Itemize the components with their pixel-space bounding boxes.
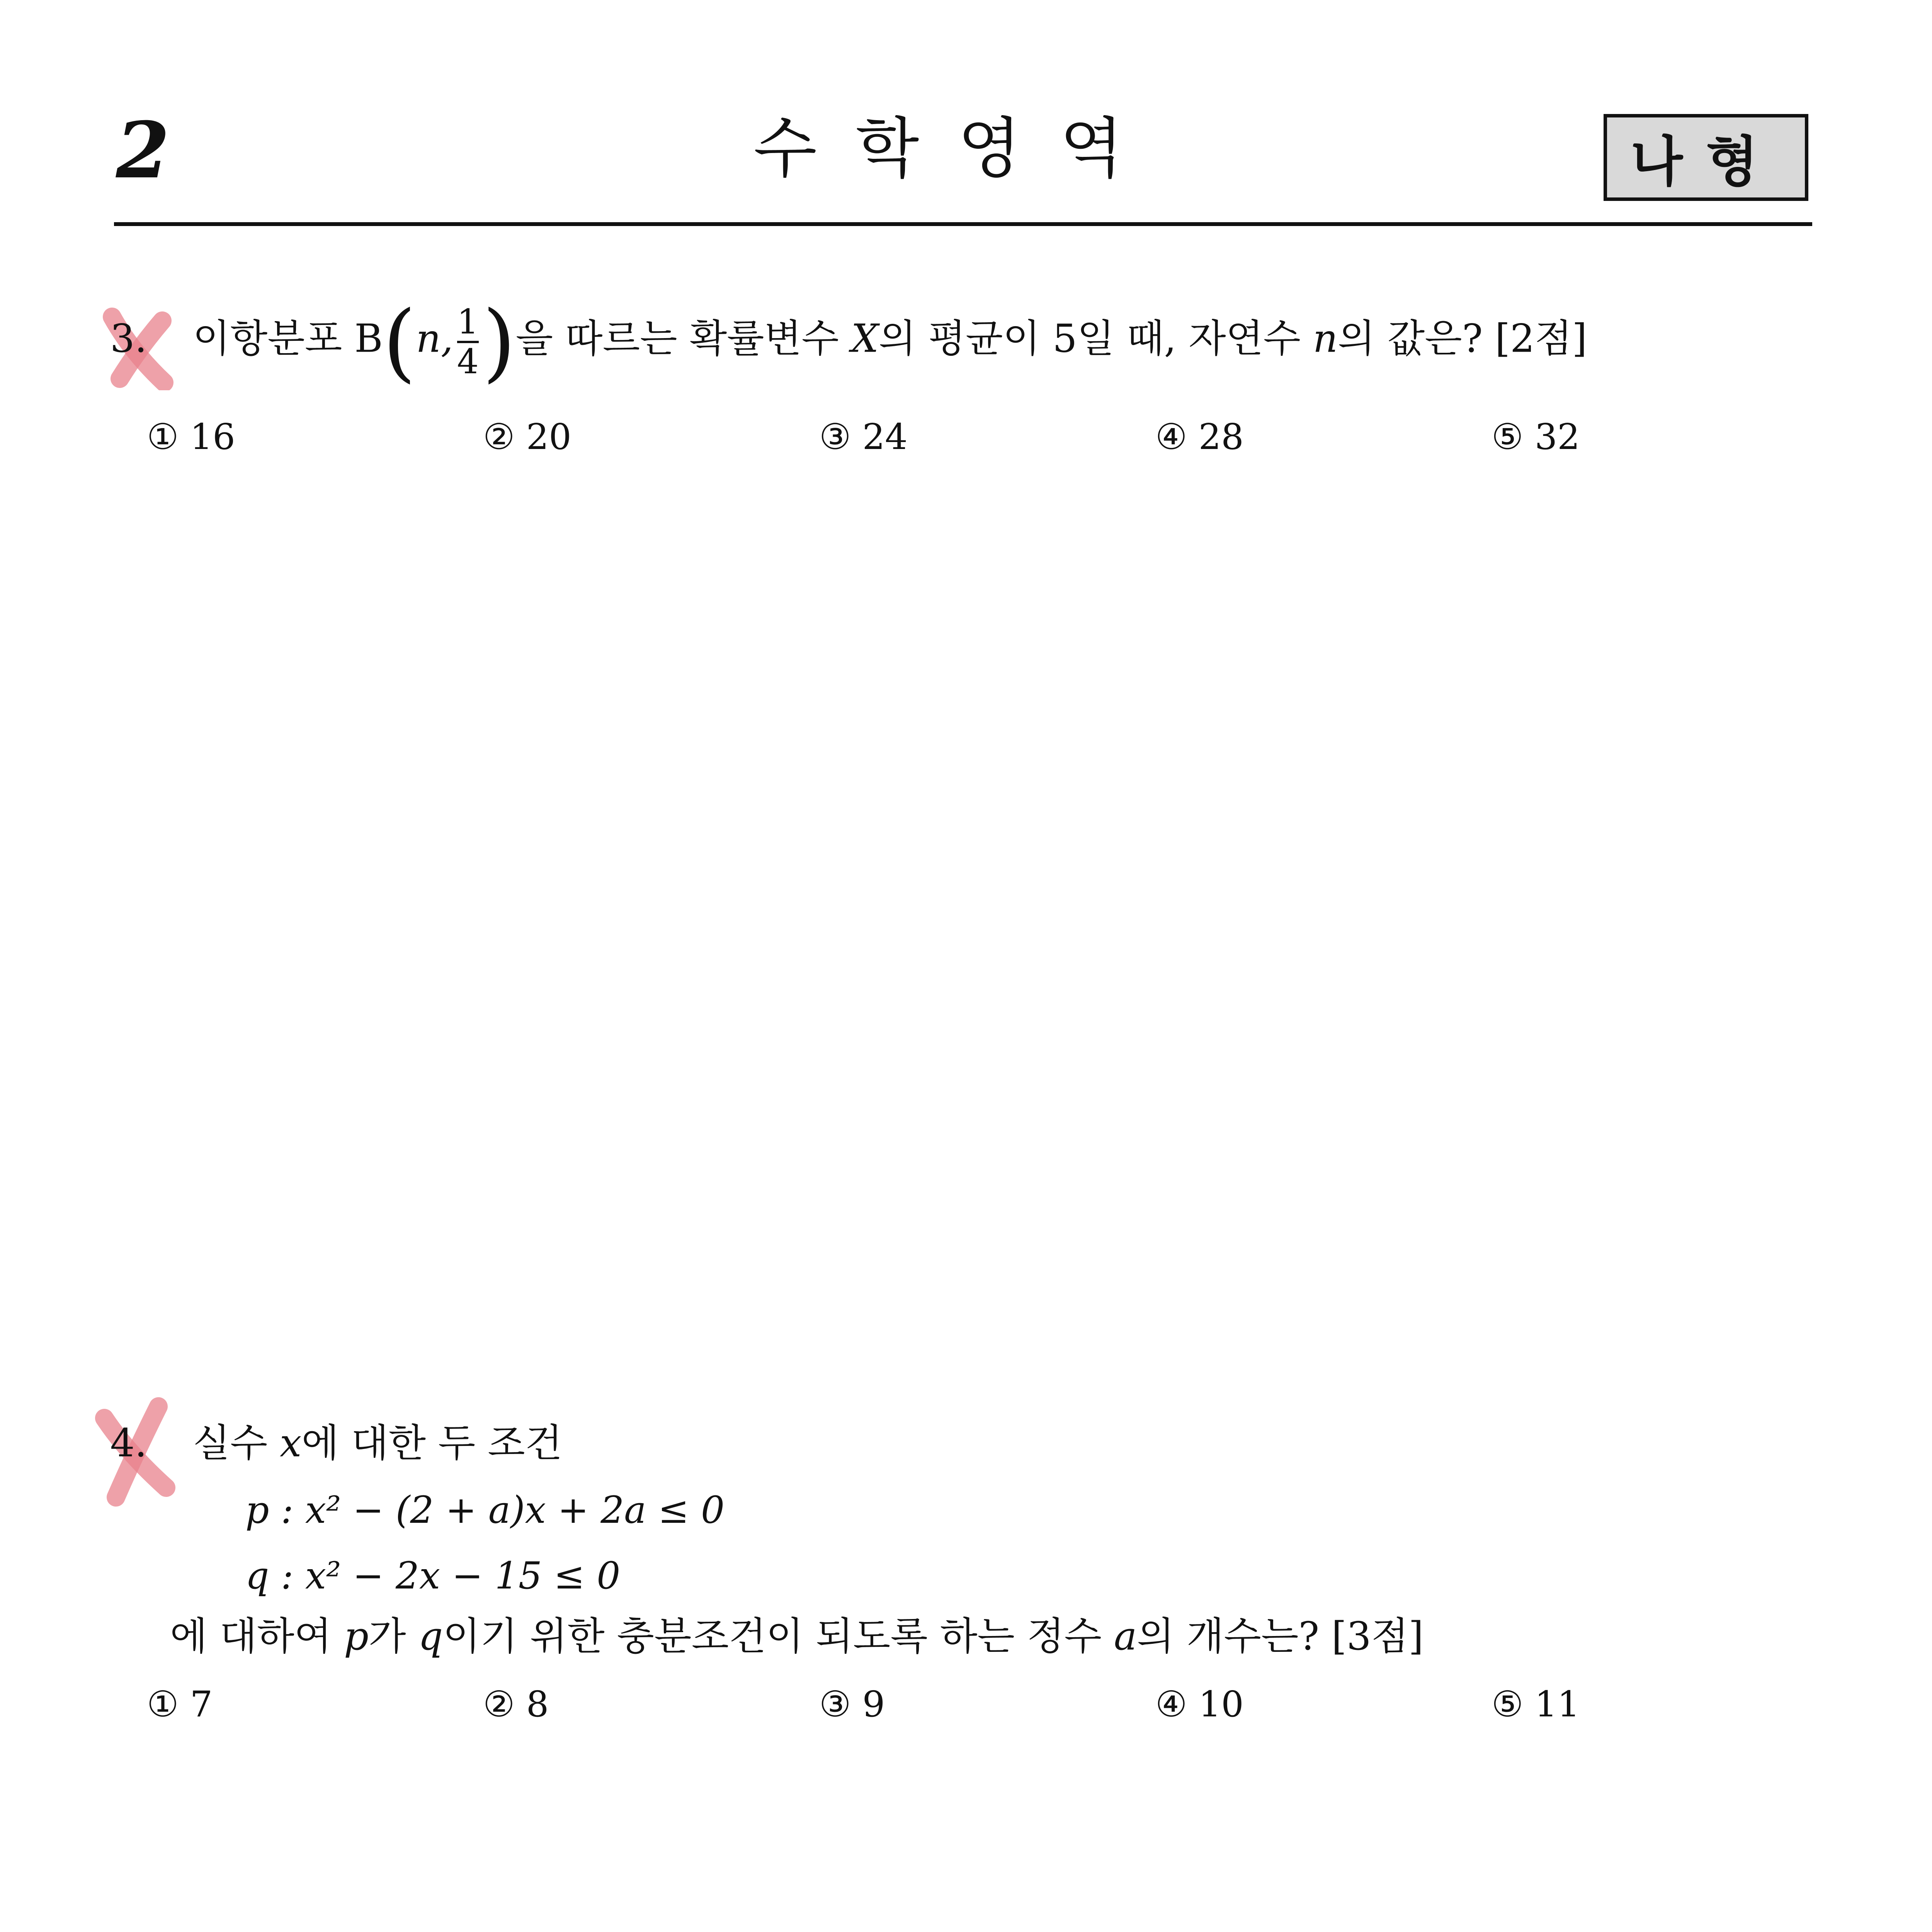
choice-1[interactable]: ① 7 (147, 1684, 213, 1725)
question-4-ask (170, 1614, 1424, 1659)
page-title: 수학영역 (753, 111, 1162, 187)
question-4-ask-c: 이기 위한 충분조건이 되도록 하는 정수 (443, 1614, 1114, 1659)
choice-2[interactable]: ② 8 (483, 1684, 549, 1725)
choice-1[interactable]: ① 16 (147, 416, 235, 457)
question-4-number: 4. (110, 1420, 147, 1466)
var-a: a (1114, 1614, 1137, 1659)
form-type-label: 나형 (1630, 131, 1782, 194)
var-q: q (418, 1614, 443, 1659)
question-3-text-c: 의 평균이 5일 때, 자연수 (878, 316, 1313, 361)
question-3-text-d: 의 값은? [2점] (1338, 316, 1587, 361)
choice-3[interactable]: ③ 9 (819, 1684, 885, 1725)
question-3-number: 3. (110, 316, 147, 361)
var-x: x (280, 1420, 302, 1466)
form-type-badge (1604, 114, 1808, 201)
fraction-denominator: 4 (457, 341, 479, 381)
var-n-arg: n, (416, 316, 453, 361)
question-4-ask-d: 의 개수는? [3점] (1137, 1614, 1424, 1659)
question-4-intro-b: 에 대한 두 조건 (301, 1420, 563, 1466)
condition-p: p : x² − (2 + a)x + 2a ≤ 0 (245, 1488, 725, 1532)
var-n: n (1313, 316, 1338, 361)
choice-4[interactable]: ④ 10 (1155, 1684, 1244, 1725)
condition-q: q : x² − 2x − 15 ≤ 0 (245, 1554, 621, 1597)
choice-5[interactable]: ⑤ 32 (1492, 416, 1580, 457)
left-paren: ( (383, 292, 416, 391)
right-paren: ) (482, 292, 516, 391)
choice-5[interactable]: ⑤ 11 (1492, 1684, 1580, 1725)
question-4-line (110, 1420, 563, 1466)
var-p: p (344, 1614, 369, 1659)
choice-4[interactable]: ④ 28 (1155, 416, 1244, 457)
question-3-text-a: 이항분포 B (193, 316, 383, 361)
page-number: 2 (116, 105, 170, 196)
question-4-ask-b: 가 (369, 1614, 418, 1659)
fraction-numerator: 1 (457, 302, 479, 342)
question-4-ask-a: 에 대하여 (170, 1614, 344, 1659)
question-4-intro-a: 실수 (193, 1420, 280, 1466)
question-3-text-b: 을 따르는 확률변수 (515, 316, 851, 361)
header-divider (114, 222, 1812, 226)
choice-3[interactable]: ③ 24 (819, 416, 908, 457)
question-3-line (110, 292, 1587, 391)
choice-2[interactable]: ② 20 (483, 416, 571, 457)
fraction-one-quarter (457, 303, 479, 381)
var-X: X (851, 316, 879, 361)
